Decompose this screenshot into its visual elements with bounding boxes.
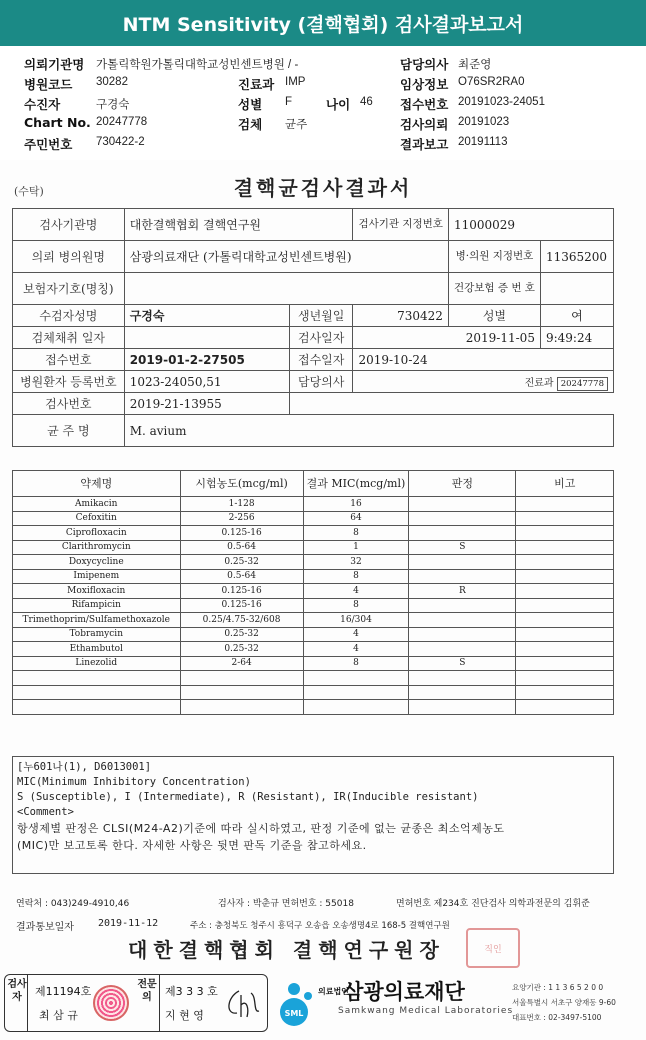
clinical-label: 임상정보 bbox=[400, 77, 449, 92]
specialist-label: 전문의 bbox=[137, 979, 157, 1003]
lab-code-label: 검사기관 지정번호 bbox=[353, 209, 448, 241]
remark-cell bbox=[516, 613, 614, 628]
dept-value: IMP bbox=[285, 76, 306, 88]
lab-value: 대한결핵협회 결핵연구원 bbox=[124, 209, 353, 241]
scanned-result-document bbox=[0, 160, 646, 1040]
drug-table-header-cell: 비고 bbox=[516, 471, 614, 497]
table-row bbox=[13, 671, 614, 686]
interpretation-cell bbox=[409, 642, 516, 657]
org-address: 서울특별시 서초구 양재동 9-60 bbox=[512, 998, 616, 1007]
receipt-no-value: 2019-01-2-27505 bbox=[124, 349, 289, 371]
mic-result-cell: 4 bbox=[303, 584, 409, 599]
report-header bbox=[0, 52, 646, 152]
mic-result-cell: 1 bbox=[303, 540, 409, 555]
comment-line-2: (MIC)만 보고토록 한다. 자세한 사항은 뒷면 판독 기준을 참고하세요. bbox=[17, 839, 367, 852]
dept-label-scan: 진료과 bbox=[524, 378, 554, 389]
sml-logo-icon bbox=[272, 976, 316, 1028]
remark-cell bbox=[516, 685, 614, 700]
drug-name-cell: Moxifloxacin bbox=[13, 584, 181, 599]
mic-result-cell: 64 bbox=[303, 511, 409, 526]
patient-info-table bbox=[12, 208, 614, 447]
receipt-no-label: 접수번호 bbox=[13, 349, 125, 371]
drug-name-cell: Doxycycline bbox=[13, 555, 181, 570]
remark-cell bbox=[516, 700, 614, 715]
drug-name-cell: Tobramycin bbox=[13, 627, 181, 642]
org-name: 삼광의료재단 bbox=[343, 980, 465, 1004]
interpretation-cell: S bbox=[409, 656, 516, 671]
table-row bbox=[13, 613, 614, 628]
drug-name-cell: Cefoxitin bbox=[13, 511, 181, 526]
clinic-code-label: 병·의원 지정번호 bbox=[448, 241, 540, 273]
drug-name-cell: Trimethoprim/Sulfamethoxazole bbox=[13, 613, 181, 628]
dept-label: 진료과 bbox=[238, 77, 275, 92]
institution-label: 의뢰기관명 bbox=[24, 57, 85, 72]
notes-box bbox=[12, 756, 614, 874]
req-hospital-label: 의뢰 병의원명 bbox=[13, 241, 125, 273]
drug-table-header-cell: 약제명 bbox=[13, 471, 181, 497]
interpretation-legend: S (Susceptible), I (Intermediate), R (Resistant), IR(Inducible resistant) bbox=[17, 791, 479, 803]
mic-result-cell bbox=[303, 700, 409, 715]
drug-table-header bbox=[13, 471, 614, 497]
physician-label: 담당의사 bbox=[289, 371, 353, 393]
clinic-code-value: 11365200 bbox=[540, 241, 613, 273]
interpretation-cell bbox=[409, 700, 516, 715]
receipt-mark: (수탁) bbox=[14, 185, 44, 198]
test-range-cell: 0.125-16 bbox=[180, 598, 303, 613]
table-row bbox=[13, 627, 614, 642]
table-row bbox=[13, 598, 614, 613]
test-range-cell bbox=[180, 685, 303, 700]
accession-value: 20191023-24051 bbox=[458, 96, 545, 108]
corp-type: 의료법인 bbox=[318, 986, 349, 996]
test-range-cell: 0.25/4.75-32/608 bbox=[180, 613, 303, 628]
test-time-value: 9:49:24 bbox=[540, 327, 613, 349]
remark-cell bbox=[516, 540, 614, 555]
address-info: 주소 : 충청북도 청주시 흥덕구 오송읍 오송생명4로 168-5 결핵연구원 bbox=[190, 921, 450, 931]
test-range-cell bbox=[180, 671, 303, 686]
test-date-value: 2019-11-05 bbox=[353, 327, 541, 349]
mic-result-cell: 8 bbox=[303, 569, 409, 584]
table-row bbox=[13, 511, 614, 526]
test-range-cell: 2-64 bbox=[180, 656, 303, 671]
inspector-label: 검사자 bbox=[7, 979, 27, 1003]
tester-info: 검사자 : 박춘규 면허번호 : 55018 bbox=[218, 899, 354, 909]
mic-definition: MIC(Minimum Inhibitory Concentration) bbox=[17, 776, 251, 788]
comment-line-1: 항생제별 판정은 CLSI(M24-A2)기준에 따라 실시하였고, 판정 기준에 없는 균종은 최소억제농도 bbox=[17, 822, 505, 835]
mic-result-cell: 16/304 bbox=[303, 613, 409, 628]
table-row bbox=[13, 656, 614, 671]
inspector-stamp bbox=[93, 985, 129, 1021]
report-date-value: 2019-11-12 bbox=[98, 918, 159, 929]
org-phone: 대표번호 : 02-3497-5100 bbox=[512, 1013, 602, 1022]
reported-label: 결과보고 bbox=[400, 137, 449, 152]
table-row bbox=[13, 584, 614, 599]
test-date-label: 검사일자 bbox=[289, 327, 353, 349]
mic-result-cell: 16 bbox=[303, 497, 409, 512]
interpretation-cell bbox=[409, 569, 516, 584]
remark-cell bbox=[516, 511, 614, 526]
contact-info: 연락처 : 043)249-4910,46 bbox=[16, 899, 130, 909]
test-range-cell: 2-256 bbox=[180, 511, 303, 526]
mic-result-cell: 32 bbox=[303, 555, 409, 570]
divider bbox=[27, 975, 28, 1031]
hospital-code-label: 병원코드 bbox=[24, 77, 73, 92]
drug-susceptibility-table bbox=[12, 470, 614, 715]
test-range-cell bbox=[180, 700, 303, 715]
institution-value: 가톨릭학원가톨릭대학교성빈센트병원 / - bbox=[96, 59, 299, 71]
interpretation-cell bbox=[409, 627, 516, 642]
insurance-label: 보험자기호(명칭) bbox=[13, 273, 125, 305]
institution-code: 요양기관 : 1 1 3 6 5 2 0 0 bbox=[512, 983, 604, 992]
remark-cell bbox=[516, 555, 614, 570]
table-row bbox=[13, 700, 614, 715]
drug-name-cell: Ethambutol bbox=[13, 642, 181, 657]
document-title: 결핵균검사결과서 bbox=[233, 176, 413, 200]
interpretation-cell: R bbox=[409, 584, 516, 599]
test-range-cell: 0.125-16 bbox=[180, 584, 303, 599]
receipt-date-label: 접수일자 bbox=[289, 349, 353, 371]
remark-cell bbox=[516, 598, 614, 613]
interpretation-cell bbox=[409, 526, 516, 541]
interpretation-cell bbox=[409, 685, 516, 700]
organism-value: M. avium bbox=[124, 415, 613, 447]
mic-result-cell: 8 bbox=[303, 598, 409, 613]
report-date-label: 결과통보일자 bbox=[16, 922, 74, 933]
health-insurance-value bbox=[540, 273, 613, 305]
test-range-cell: 1-128 bbox=[180, 497, 303, 512]
drug-name-cell: Clarithromycin bbox=[13, 540, 181, 555]
mic-result-cell bbox=[303, 671, 409, 686]
lab-code-value: 11000029 bbox=[448, 209, 613, 241]
specialist-signature bbox=[223, 987, 263, 1021]
interpretation-cell bbox=[409, 555, 516, 570]
requested-value: 20191023 bbox=[458, 116, 510, 128]
doctor-value: 최준영 bbox=[458, 59, 492, 71]
interpretation-cell: S bbox=[409, 540, 516, 555]
receipt-date-value: 2019-10-24 bbox=[353, 349, 614, 371]
drug-table-body bbox=[13, 497, 614, 715]
mic-result-cell: 4 bbox=[303, 627, 409, 642]
interpretation-cell bbox=[409, 497, 516, 512]
requested-label: 검사의뢰 bbox=[400, 117, 449, 132]
hospital-code-value: 30282 bbox=[96, 76, 128, 88]
table-row bbox=[13, 685, 614, 700]
sex-label-scan: 성별 bbox=[448, 305, 540, 327]
test-no-value: 2019-21-13955 bbox=[124, 393, 289, 415]
drug-name-cell bbox=[13, 700, 181, 715]
drug-name-cell bbox=[13, 685, 181, 700]
specialist-name: 지 현 영 bbox=[165, 1009, 204, 1022]
mic-result-cell: 4 bbox=[303, 642, 409, 657]
age-label: 나이 bbox=[326, 97, 351, 112]
specimen-label: 검체 bbox=[238, 117, 263, 132]
sml-logo-text: SML bbox=[284, 1009, 304, 1018]
mic-result-cell: 8 bbox=[303, 526, 409, 541]
test-range-cell: 0.25-32 bbox=[180, 555, 303, 570]
test-range-cell: 0.125-16 bbox=[180, 526, 303, 541]
drug-name-cell: Amikacin bbox=[13, 497, 181, 512]
dept-value-scan: 20247778 bbox=[557, 377, 608, 391]
remark-cell bbox=[516, 569, 614, 584]
drug-name-cell bbox=[13, 671, 181, 686]
clinical-value: O76SR2RA0 bbox=[458, 76, 525, 88]
table-row bbox=[13, 497, 614, 512]
mic-result-cell bbox=[303, 685, 409, 700]
ssn-value: 730422-2 bbox=[96, 136, 145, 148]
drug-name-cell: Imipenem bbox=[13, 569, 181, 584]
test-range-cell: 0.25-32 bbox=[180, 642, 303, 657]
table-row bbox=[13, 569, 614, 584]
inspector-name: 최 삼 규 bbox=[39, 1009, 78, 1022]
chart-no-label: Chart No. bbox=[24, 115, 91, 130]
org-contact bbox=[512, 980, 616, 1025]
patient-value: 구경숙 bbox=[96, 99, 130, 111]
drug-table-header-cell: 판정 bbox=[409, 471, 516, 497]
sex-value: F bbox=[285, 96, 293, 108]
mic-result-cell: 8 bbox=[303, 656, 409, 671]
remark-cell bbox=[516, 497, 614, 512]
drug-name-cell: Rifampicin bbox=[13, 598, 181, 613]
specialist-no: 제3 3 3 호 bbox=[165, 985, 218, 998]
test-range-cell: 0.25-32 bbox=[180, 627, 303, 642]
remark-cell bbox=[516, 627, 614, 642]
doctor-label: 담당의사 bbox=[400, 57, 449, 72]
patient-label: 수진자 bbox=[24, 97, 61, 112]
table-row bbox=[13, 526, 614, 541]
inspector-no: 제11194호 bbox=[35, 985, 92, 998]
drug-table-header-cell: 시험농도(mcg/ml) bbox=[180, 471, 303, 497]
interpretation-cell bbox=[409, 671, 516, 686]
organism-label: 균 주 명 bbox=[13, 415, 125, 447]
lab-label: 검사기관명 bbox=[13, 209, 125, 241]
report-title: NTM Sensitivity (결핵협회) 검사결과보고서 bbox=[0, 0, 646, 46]
signature-box bbox=[4, 974, 268, 1032]
name-value: 구경숙 bbox=[124, 305, 289, 327]
test-no-label: 검사번호 bbox=[13, 393, 125, 415]
interpretation-cell bbox=[409, 511, 516, 526]
interpretation-cell bbox=[409, 598, 516, 613]
remark-cell bbox=[516, 642, 614, 657]
hospital-reg-value: 1023-24050,51 bbox=[124, 371, 289, 393]
test-code: [누601나(1), D6013001] bbox=[17, 761, 152, 773]
dob-label: 생년월일 bbox=[289, 305, 353, 327]
req-hospital-value: 삼광의료재단 (가톨릭대학교성빈센트병원) bbox=[124, 241, 448, 273]
age-value: 46 bbox=[360, 96, 373, 108]
sml-name bbox=[318, 976, 465, 1006]
remark-cell bbox=[516, 656, 614, 671]
table-row bbox=[13, 555, 614, 570]
accession-label: 접수번호 bbox=[400, 97, 449, 112]
drug-name-cell: Linezolid bbox=[13, 656, 181, 671]
chart-no-value: 20247778 bbox=[96, 116, 148, 128]
ssn-label: 주민번호 bbox=[24, 137, 73, 152]
health-insurance-label: 건강보험 증 번 호 bbox=[448, 273, 540, 305]
sex-value-scan: 여 bbox=[540, 305, 613, 327]
official-seal: 직인 bbox=[466, 928, 520, 968]
org-name-english: Samkwang Medical Laboratories bbox=[338, 1006, 514, 1016]
specimen-value: 균주 bbox=[285, 119, 308, 131]
test-range-cell: 0.5-64 bbox=[180, 540, 303, 555]
hospital-reg-label: 병원환자 등록번호 bbox=[13, 371, 125, 393]
dept-cell bbox=[353, 371, 614, 393]
dob-value: 730422 bbox=[353, 305, 448, 327]
drug-table-header-cell: 결과 MIC(mcg/ml) bbox=[303, 471, 409, 497]
collect-date-value bbox=[124, 327, 289, 349]
remark-cell bbox=[516, 671, 614, 686]
comment-label: <Comment> bbox=[17, 806, 74, 818]
table-row bbox=[13, 540, 614, 555]
test-range-cell: 0.5-64 bbox=[180, 569, 303, 584]
issuing-organization: 대한결핵협회 결핵연구원장 bbox=[128, 938, 445, 962]
divider bbox=[159, 975, 160, 1031]
name-label: 수검자성명 bbox=[13, 305, 125, 327]
licence-info: 면허번호 제234호 진단검사 의학과전문의 김휘준 bbox=[396, 899, 590, 909]
remark-cell bbox=[516, 584, 614, 599]
insurance-value bbox=[124, 273, 448, 305]
test-no-blank bbox=[289, 393, 613, 415]
remark-cell bbox=[516, 526, 614, 541]
collect-date-label: 검체채취 일자 bbox=[13, 327, 125, 349]
sex-label: 성별 bbox=[238, 97, 263, 112]
reported-value: 20191113 bbox=[458, 136, 508, 148]
interpretation-cell bbox=[409, 613, 516, 628]
table-row bbox=[13, 642, 614, 657]
drug-name-cell: Ciprofloxacin bbox=[13, 526, 181, 541]
